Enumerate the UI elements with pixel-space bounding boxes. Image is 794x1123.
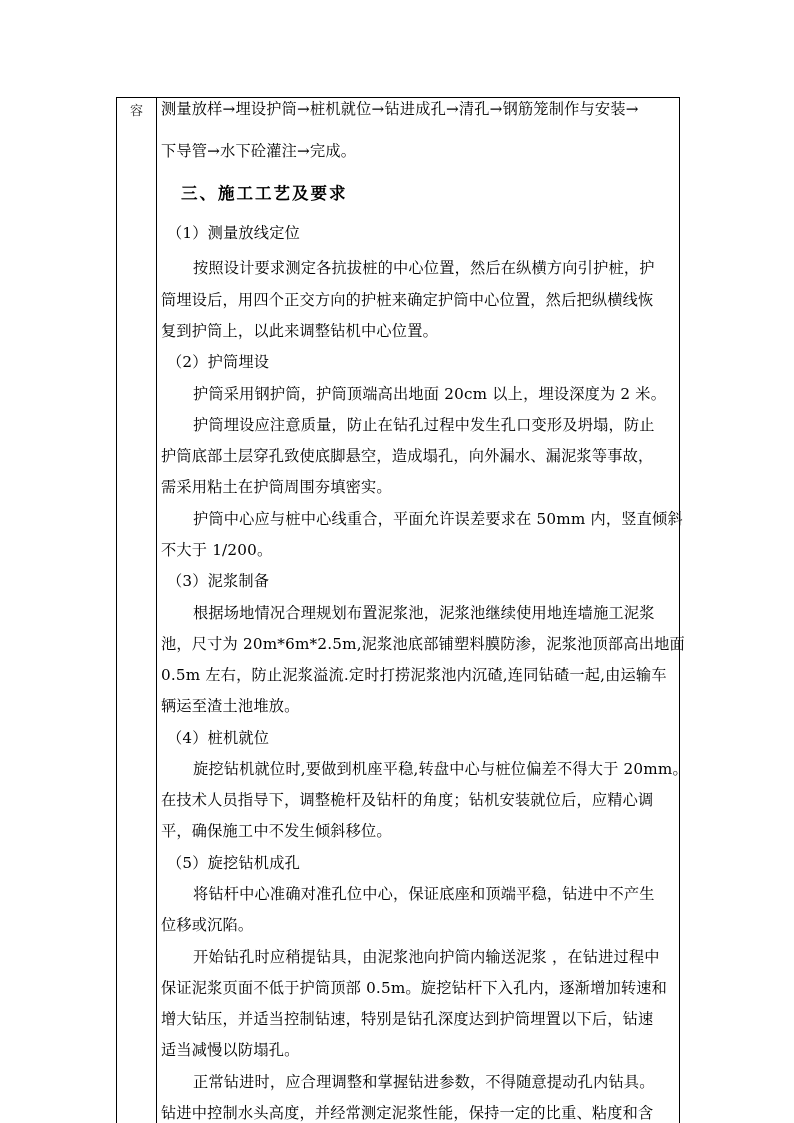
paragraph-line: 开始钻孔时应稍提钻具，由泥浆池向护筒内输送泥浆 ，在钻进过程中 [193, 948, 660, 966]
paragraph-line: 护筒埋设应注意质量，防止在钻孔过程中发生孔口变形及坍塌，防止 [193, 416, 655, 434]
subsection-heading: （5）旋挖钻机成孔 [167, 854, 300, 872]
subsection-heading: （3）泥浆制备 [167, 572, 270, 590]
paragraph-line: 护筒采用钢护筒，护筒顶端高出地面 20cm 以上，埋设深度为 2 米。 [193, 385, 667, 403]
left-cell-label: 容 [130, 104, 144, 119]
paragraph-line: 位移或沉陷。 [161, 916, 254, 934]
table-column-divider [156, 97, 157, 1123]
paragraph-line: 正常钻进时，应合理调整和掌握钻进参数，不得随意提动孔内钻具。 [193, 1073, 655, 1091]
paragraph-line: 0.5m 左右，防止泥浆溢流.定时打捞泥浆池内沉碴,连同钻碴一起,由运输车 [161, 666, 667, 684]
paragraph-line: 将钻杆中心准确对准孔位中心，保证底座和顶端平稳，钻进中不产生 [193, 885, 655, 903]
paragraph-line: 不大于 1/200。 [161, 541, 273, 559]
paragraph-line: 复到护筒上，以此来调整钻机中心位置。 [161, 322, 438, 340]
paragraph-line: 适当减慢以防塌孔。 [161, 1041, 300, 1059]
subsection-heading: （1）测量放线定位 [167, 224, 300, 242]
paragraph-line: 在技术人员指导下，调整桅杆及钻杆的角度；钻机安装就位后，应精心调 [161, 791, 654, 809]
paragraph-line: 增大钻压，并适当控制钻速，特别是钻孔深度达到护筒埋置以下后，钻速 [161, 1010, 654, 1028]
paragraph-line: 平，确保施工中不发生倾斜移位。 [161, 822, 392, 840]
paragraph-line: 需采用粘土在护筒周围夯填密实。 [161, 478, 392, 496]
subsection-heading: （4）桩机就位 [167, 729, 270, 747]
paragraph-line: 护筒底部土层穿孔致使底脚悬空，造成塌孔，向外漏水、漏泥浆等事故， [161, 447, 654, 465]
paragraph-line: 根据场地情况合理规划布置泥浆池，泥浆池继续使用地连墙施工泥浆 [193, 604, 655, 622]
subsection-heading: （2）护筒埋设 [167, 353, 270, 371]
paragraph-line: 旋挖钻机就位时,要做到机座平稳,转盘中心与桩位偏差不得大于 20mm。 [193, 760, 688, 778]
paragraph-line: 按照设计要求测定各抗拔桩的中心位置，然后在纵横方向引护桩，护 [193, 259, 655, 277]
paragraph-line: 辆运至渣土池堆放。 [161, 697, 300, 715]
paragraph-line: 池，尺寸为 20m*6m*2.5m,泥浆池底部铺塑料膜防渗，泥浆池顶部高出地面 [161, 635, 685, 653]
intro-line: 下导管→水下砼灌注→完成。 [161, 142, 357, 160]
paragraph-line: 筒埋设后，用四个正交方向的护桩来确定护筒中心位置，然后把纵横线恢 [161, 291, 654, 309]
section-title: 三、施工工艺及要求 [181, 184, 348, 203]
paragraph-line: 护筒中心应与桩中心线重合，平面允许误差要求在 50mm 内，竖直倾斜 [193, 510, 683, 528]
paragraph-line: 钻进中控制水头高度，并经常测定泥浆性能，保持一定的比重、粘度和含 [161, 1104, 654, 1122]
paragraph-line: 保证泥浆页面不低于护筒顶部 0.5m。旋挖钻杆下入孔内，逐渐增加转速和 [161, 979, 668, 997]
intro-line: 测量放样→埋设护筒→桩机就位→钻进成孔→清孔→钢筋笼制作与安装→ [161, 100, 639, 118]
